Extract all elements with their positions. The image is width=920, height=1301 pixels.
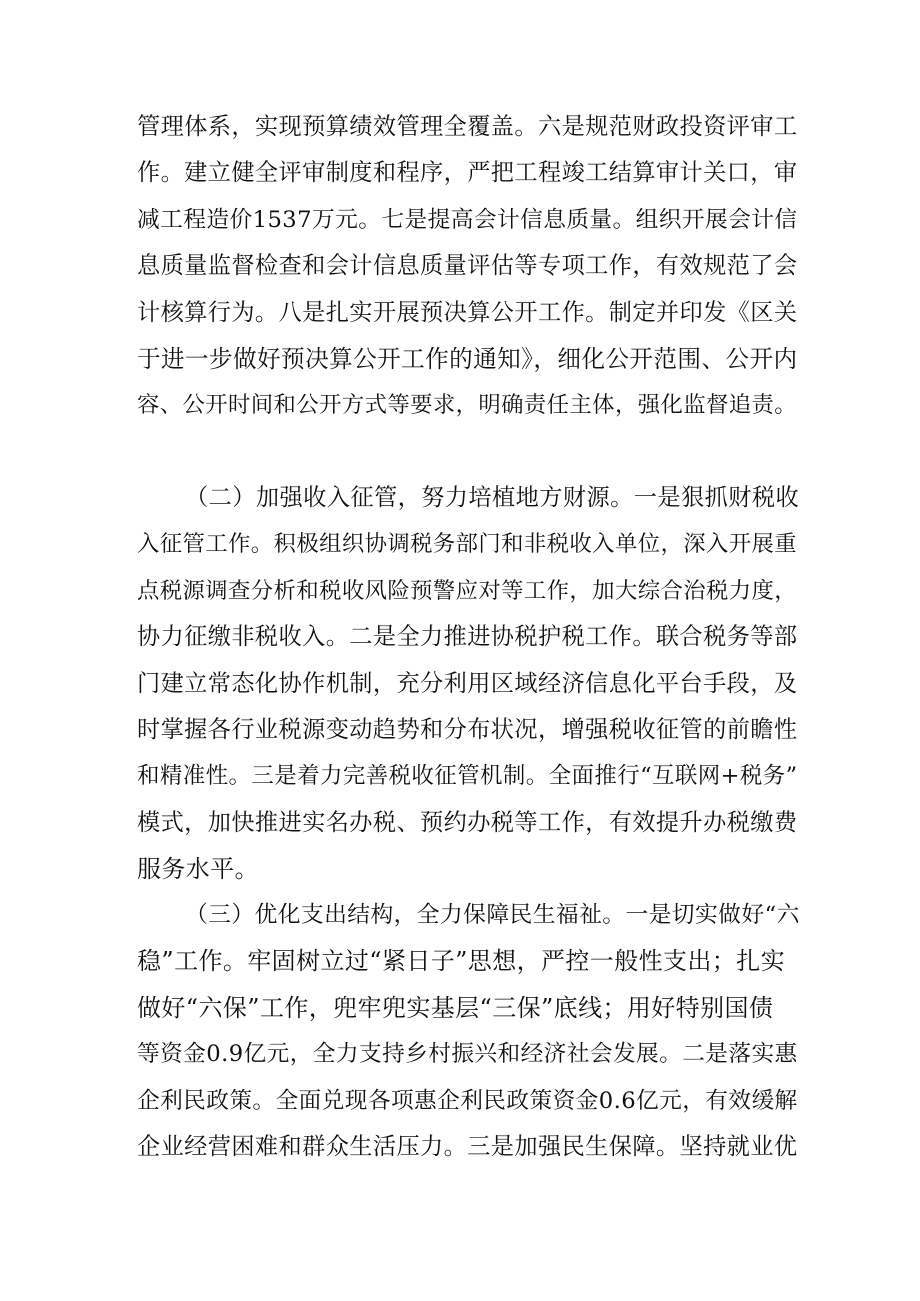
- text-line: 和精准性。三是着力完善税收征管机制。全面推行“互联网+税务”: [137, 763, 798, 790]
- text-line: 点税源调查分析和税收风险预警应对等工作，加大综合治税力度，: [137, 577, 798, 604]
- paragraph-revenue-collection: [137, 475, 800, 893]
- text-line: 模式，加快推进实名办税、预约办税等工作，有效提升办税缴费: [137, 808, 798, 836]
- paragraph-expenditure-structure: [137, 892, 800, 1170]
- text-line: 稳”工作。牢固树立过“紧日子”思想，严控一般性支出；扎实: [137, 947, 786, 976]
- text-line: 于进一步做好预决算公开工作的通知》，细化公开范围、公开内: [137, 345, 798, 374]
- text-line: 减工程造价1537万元。七是提高会计信息质量。组织开展会计信: [137, 206, 798, 233]
- text-line: 企业经营困难和群众生活压力。三是加强民生保障。坚持就业优: [137, 1133, 798, 1161]
- text-line: 门建立常态化协作机制，充分利用区域经济信息化平台手段，及: [137, 669, 798, 697]
- text-line: 企利民政策。全面兑现各项惠企利民政策资金0.6亿元，有效缓解: [137, 1087, 798, 1114]
- text-line: 容、公开时间和公开方式等要求，明确责任主体，强化监督追责。: [137, 392, 798, 419]
- text-line: 息质量监督检查和会计信息质量评估等专项工作，有效规范了会: [137, 252, 798, 280]
- text-line: 等资金0.9亿元，全力支持乡村振兴和经济社会发展。二是落实惠: [137, 1041, 798, 1068]
- text-line: （三）优化支出结构，全力保障民生福祉。一是切实做好“六: [185, 902, 800, 928]
- text-line: （二）加强收入征管，努力培植地方财源。一是狠抓财税收: [185, 484, 800, 511]
- text-line: 做好“六保”工作，兜牢兜实基层“三保”底线；用好特别国债: [137, 993, 774, 1022]
- paragraph-budget-management: [137, 104, 797, 429]
- text-line: 入征管工作。积极组织协调税务部门和非税收入单位，深入开展重: [137, 531, 798, 558]
- text-line: 计核算行为。八是扎实开展预决算公开工作。制定并印发《区关: [137, 298, 798, 326]
- text-line: 作。建立健全评审制度和程序，严把工程竣工结算审计关口，审: [137, 159, 798, 187]
- text-line: 协力征缴非税收入。二是全力推进协税护税工作。联合税务等部: [137, 623, 798, 651]
- text-line: 时掌握各行业税源变动趋势和分布状况，增强税收征管的前瞻性: [137, 716, 798, 744]
- text-line: 服务水平。: [137, 855, 259, 884]
- text-line: 管理体系，实现预算绩效管理全覆盖。六是规范财政投资评审工: [137, 113, 798, 140]
